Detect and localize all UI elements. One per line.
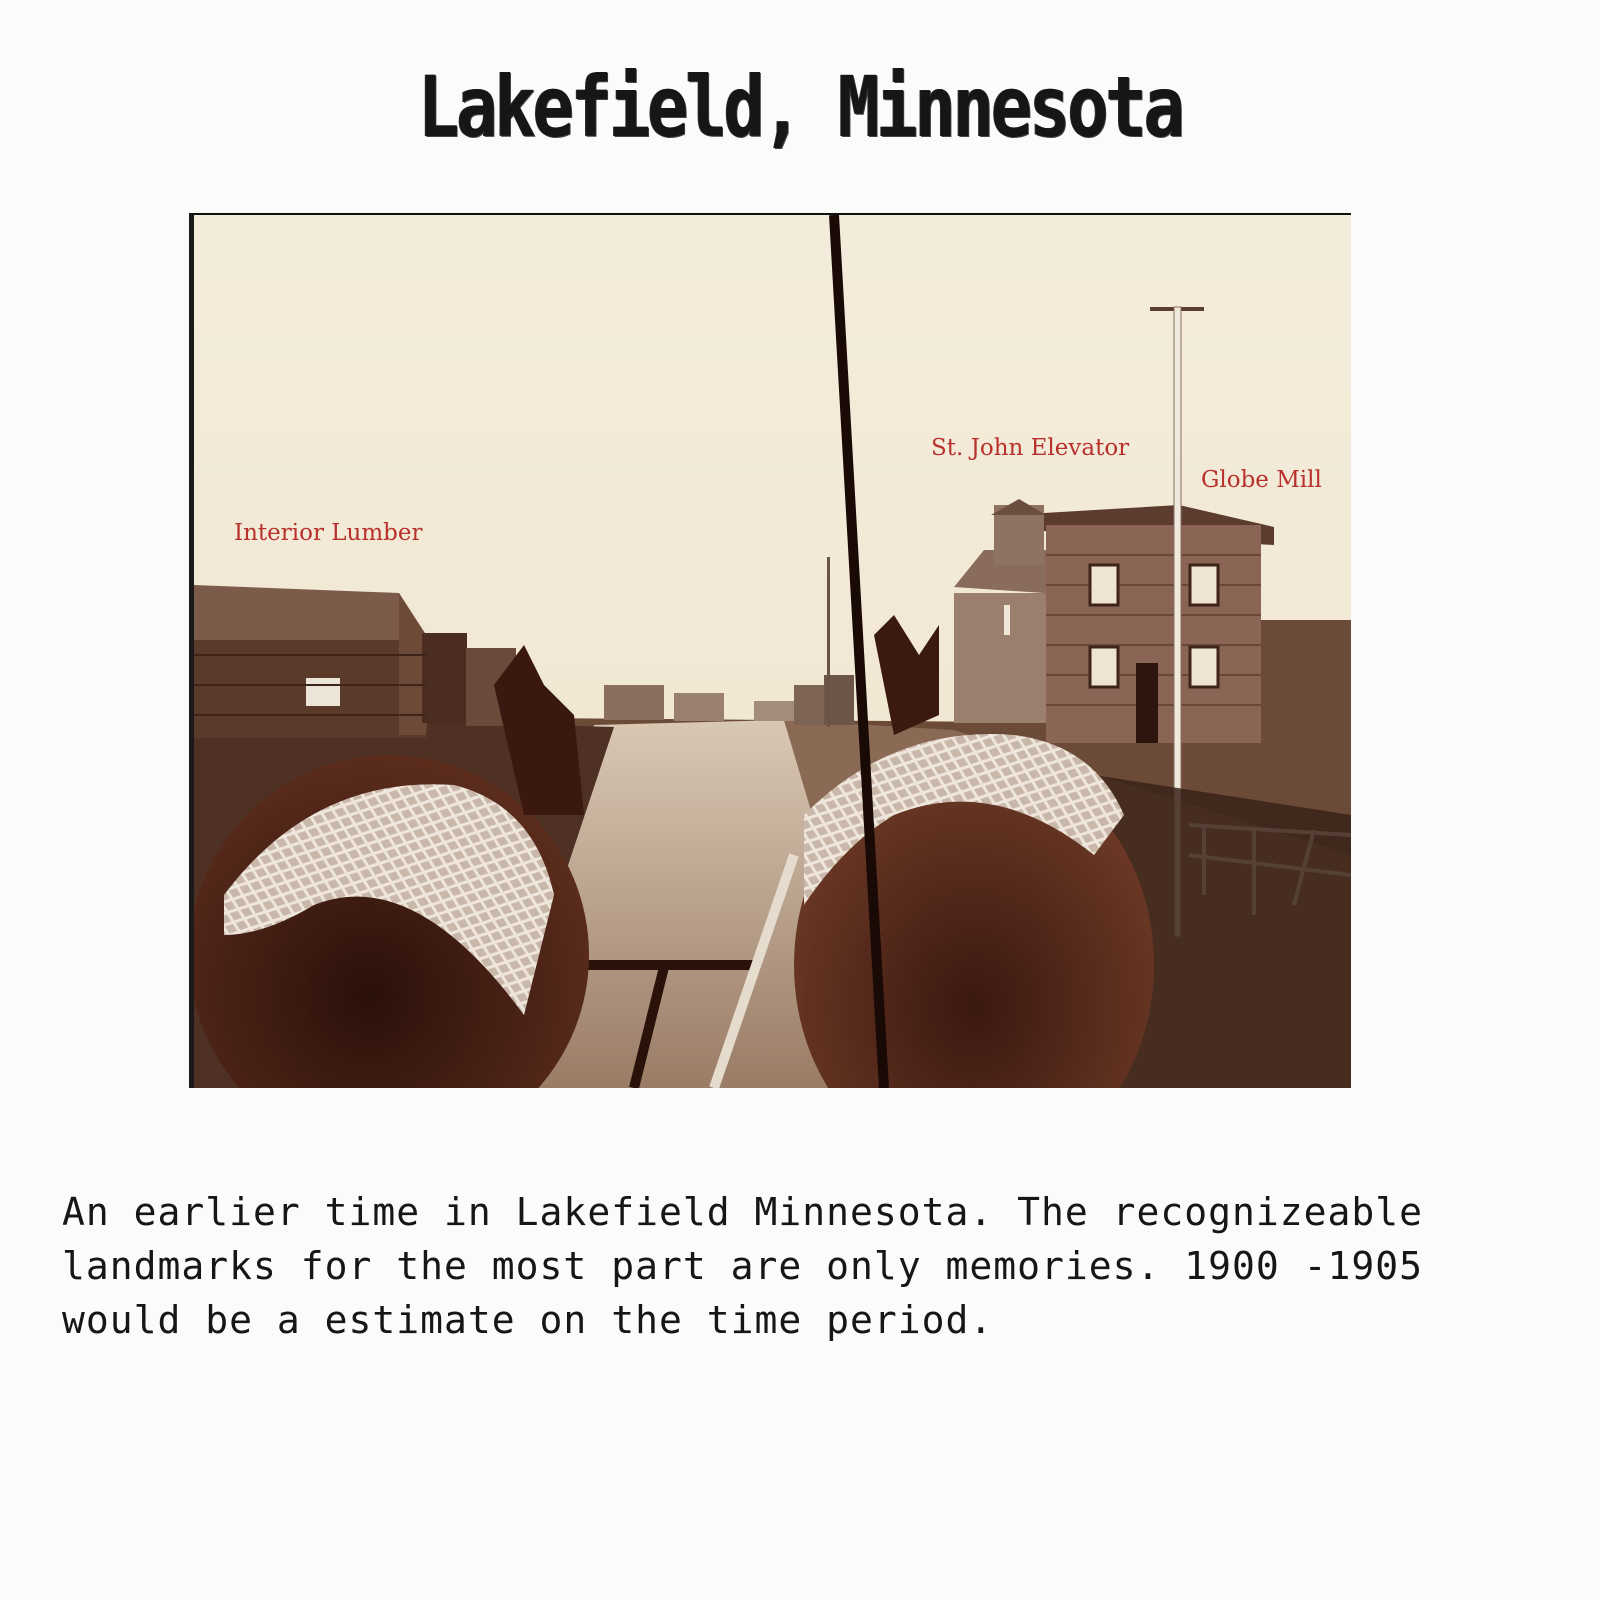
page-title: Lakefield, Minnesota [418, 58, 1182, 156]
historic-photo [189, 213, 1351, 1088]
label-st-john-elevator: St. John Elevator [931, 435, 1130, 461]
label-globe-mill: Globe Mill [1201, 467, 1322, 493]
photo-illustration [194, 215, 1351, 1088]
photo-caption: An earlier time in Lakefield Minnesota. The recognizeable landmarks for the most part are only memories. 1900 -1905 would be a estimate on the time period. [62, 1190, 1424, 1342]
label-interior-lumber: Interior Lumber [234, 520, 423, 546]
